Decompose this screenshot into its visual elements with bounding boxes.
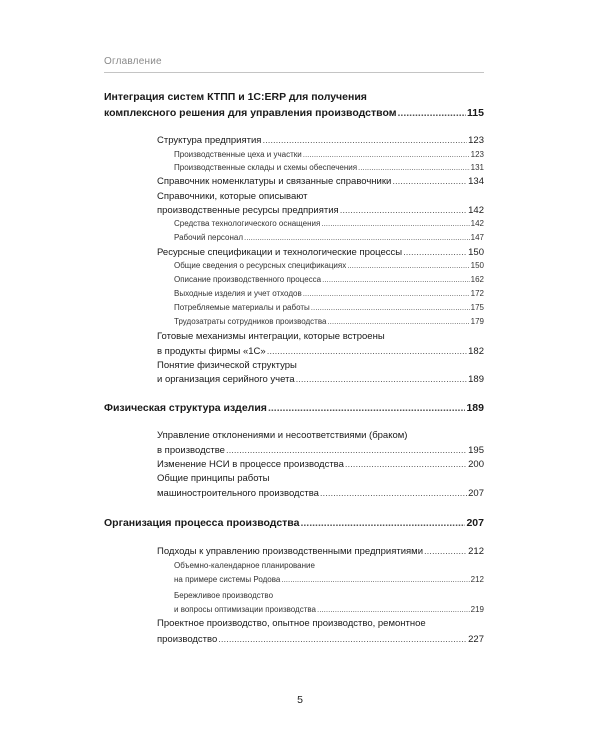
toc-entry-page: 189 (468, 374, 484, 385)
toc-entry (157, 474, 269, 484)
dot-leader (358, 164, 470, 172)
toc-entry (174, 318, 484, 326)
toc-entry (157, 446, 484, 456)
toc-entry-title: в производстве (157, 445, 225, 456)
toc-entry-title: Бережливое производство (174, 591, 274, 600)
dot-leader (340, 206, 467, 216)
toc-entry (157, 375, 484, 385)
dot-leader (397, 108, 466, 119)
dot-leader (244, 234, 470, 242)
dot-leader (320, 489, 467, 499)
dot-leader (392, 177, 467, 187)
toc-entry-title: Производственные цеха и участки (174, 150, 302, 159)
toc-entry-title: машиностроительного производства (157, 488, 319, 499)
toc-entry-title: Готовые механизмы интеграции, которые встроены (157, 331, 385, 342)
toc-entry (104, 92, 367, 103)
toc-entry-title: Понятие физической структуры (157, 360, 297, 371)
dot-leader (403, 248, 467, 258)
toc-entry (174, 151, 484, 159)
dot-leader (327, 318, 469, 326)
dot-leader (303, 290, 470, 298)
toc-entry (174, 220, 484, 228)
toc-entry (174, 606, 484, 614)
toc-entry (157, 431, 407, 441)
toc-entry-title: Средства технологического оснащения (174, 219, 321, 228)
toc-entry (174, 164, 484, 172)
toc-entry-page: 134 (468, 176, 484, 187)
dot-leader (424, 547, 467, 557)
toc-entry-page: 179 (470, 317, 484, 326)
toc-entry-title: Производственные склады и схемы обеспечения (174, 163, 358, 172)
toc-entry-page: 219 (470, 605, 484, 614)
toc-entry-page: 207 (468, 488, 484, 499)
toc-entry-page: 212 (468, 546, 484, 557)
dot-leader (347, 262, 469, 270)
dot-leader (311, 304, 470, 312)
toc-entry-title: Справочники, которые описывают (157, 191, 308, 202)
dot-leader (226, 446, 467, 456)
toc-entry-page: 207 (466, 517, 484, 529)
toc-entry-page: 150 (468, 247, 484, 258)
toc-entry-title: на примере системы Родова (174, 575, 281, 584)
toc-entry (157, 619, 426, 629)
toc-entry-title: Общие сведения о ресурсных спецификациях (174, 261, 347, 270)
toc-entry-title: Трудозатраты сотрудников производства (174, 317, 327, 326)
toc-entry (174, 576, 484, 584)
dot-leader (303, 151, 470, 159)
toc-entry (157, 136, 484, 146)
toc-entry (104, 108, 484, 119)
dot-leader (345, 460, 467, 470)
dot-leader (296, 375, 468, 385)
toc-entry (104, 403, 484, 414)
toc-entry (157, 248, 484, 258)
dot-leader (267, 347, 467, 357)
toc-entry (174, 262, 484, 270)
toc-entry-title: Объемно-календарное планирование (174, 561, 315, 570)
toc-entry (174, 290, 484, 298)
toc-entry (157, 332, 385, 342)
toc-entry-title: Выходные изделия и учет отходов (174, 289, 302, 298)
toc-entry-title: комплексного решения для управления производством (104, 107, 397, 119)
toc-entry (157, 460, 484, 470)
toc-entry-page: 212 (470, 575, 484, 584)
dot-leader (281, 576, 469, 584)
toc-entry-title: Описание производственного процесса (174, 275, 322, 284)
toc-entry-page: 123 (470, 150, 484, 159)
dot-leader (322, 276, 470, 284)
toc-entry-title: производство (157, 634, 218, 645)
toc-entry (157, 489, 484, 499)
toc-entry-title: Управление отклонениями и несоответствиями (браком) (157, 430, 408, 441)
toc-entry (104, 518, 484, 529)
toc-entry-title: Интеграция систем КТПП и 1С:ERP для получения (104, 91, 367, 103)
toc-entry (174, 562, 315, 570)
dot-leader (317, 606, 470, 614)
toc-entry-page: 150 (470, 261, 484, 270)
toc-entry-title: Проектное производство, опытное производство, ремонтное (157, 618, 426, 629)
toc-entry-title: Ресурсные спецификации и технологические процессы (157, 247, 403, 258)
toc-entry-title: Структура предприятия (157, 135, 262, 146)
toc-entry-title: Потребляемые материалы и работы (174, 303, 310, 312)
toc-entry (157, 206, 484, 216)
toc-entry-page: 147 (470, 233, 484, 242)
dot-leader (262, 136, 467, 146)
toc-entry (174, 234, 484, 242)
dot-leader (300, 518, 465, 529)
toc-entry-title: и вопросы оптимизации производства (174, 605, 316, 614)
page-number: 5 (297, 694, 303, 706)
dot-leader (218, 635, 467, 645)
toc-entry-page: 131 (470, 163, 484, 172)
toc-entry-title: Изменение НСИ в процессе производства (157, 459, 344, 470)
dot-leader (321, 220, 469, 228)
toc-entry-page: 115 (467, 107, 484, 119)
toc-entry-title: Справочник номенклатуры и связанные справочники (157, 176, 392, 187)
toc-entry (174, 276, 484, 284)
toc-entry-title: Подходы к управлению производственными предприятиями (157, 546, 424, 557)
toc-entry-page: 182 (468, 346, 484, 357)
toc-entry (157, 192, 308, 202)
toc-entry-page: 200 (468, 459, 484, 470)
toc-entry-page: 123 (468, 135, 484, 146)
dot-leader (268, 403, 466, 414)
toc-entry (174, 592, 273, 600)
toc-entry-title: Организация процесса производства (104, 517, 300, 529)
toc-entry-title: и организация серийного учета (157, 374, 295, 385)
toc-entry (157, 361, 297, 371)
toc-entry (157, 547, 484, 557)
toc-entry-title: Физическая структура изделия (104, 402, 267, 414)
toc-entry (157, 635, 484, 645)
toc-entry-page: 195 (468, 445, 484, 456)
running-head: Оглавление (104, 56, 162, 67)
toc-entry (174, 304, 484, 312)
toc-entry-page: 172 (470, 289, 484, 298)
toc-entry (157, 177, 484, 187)
toc-entry-page: 227 (468, 634, 484, 645)
toc-entry-title: в продукты фирмы «1С» (157, 346, 266, 357)
toc-entry-page: 142 (468, 205, 484, 216)
toc-entry-page: 142 (470, 219, 484, 228)
toc-entry-title: Общие принципы работы (157, 473, 270, 484)
toc-entry-page: 162 (470, 275, 484, 284)
toc-entry-title: производственные ресурсы предприятия (157, 205, 339, 216)
toc-entry-title: Рабочий персонал (174, 233, 244, 242)
toc-entry-page: 189 (466, 402, 484, 414)
toc-entry-page: 175 (470, 303, 484, 312)
toc-entry (157, 347, 484, 357)
